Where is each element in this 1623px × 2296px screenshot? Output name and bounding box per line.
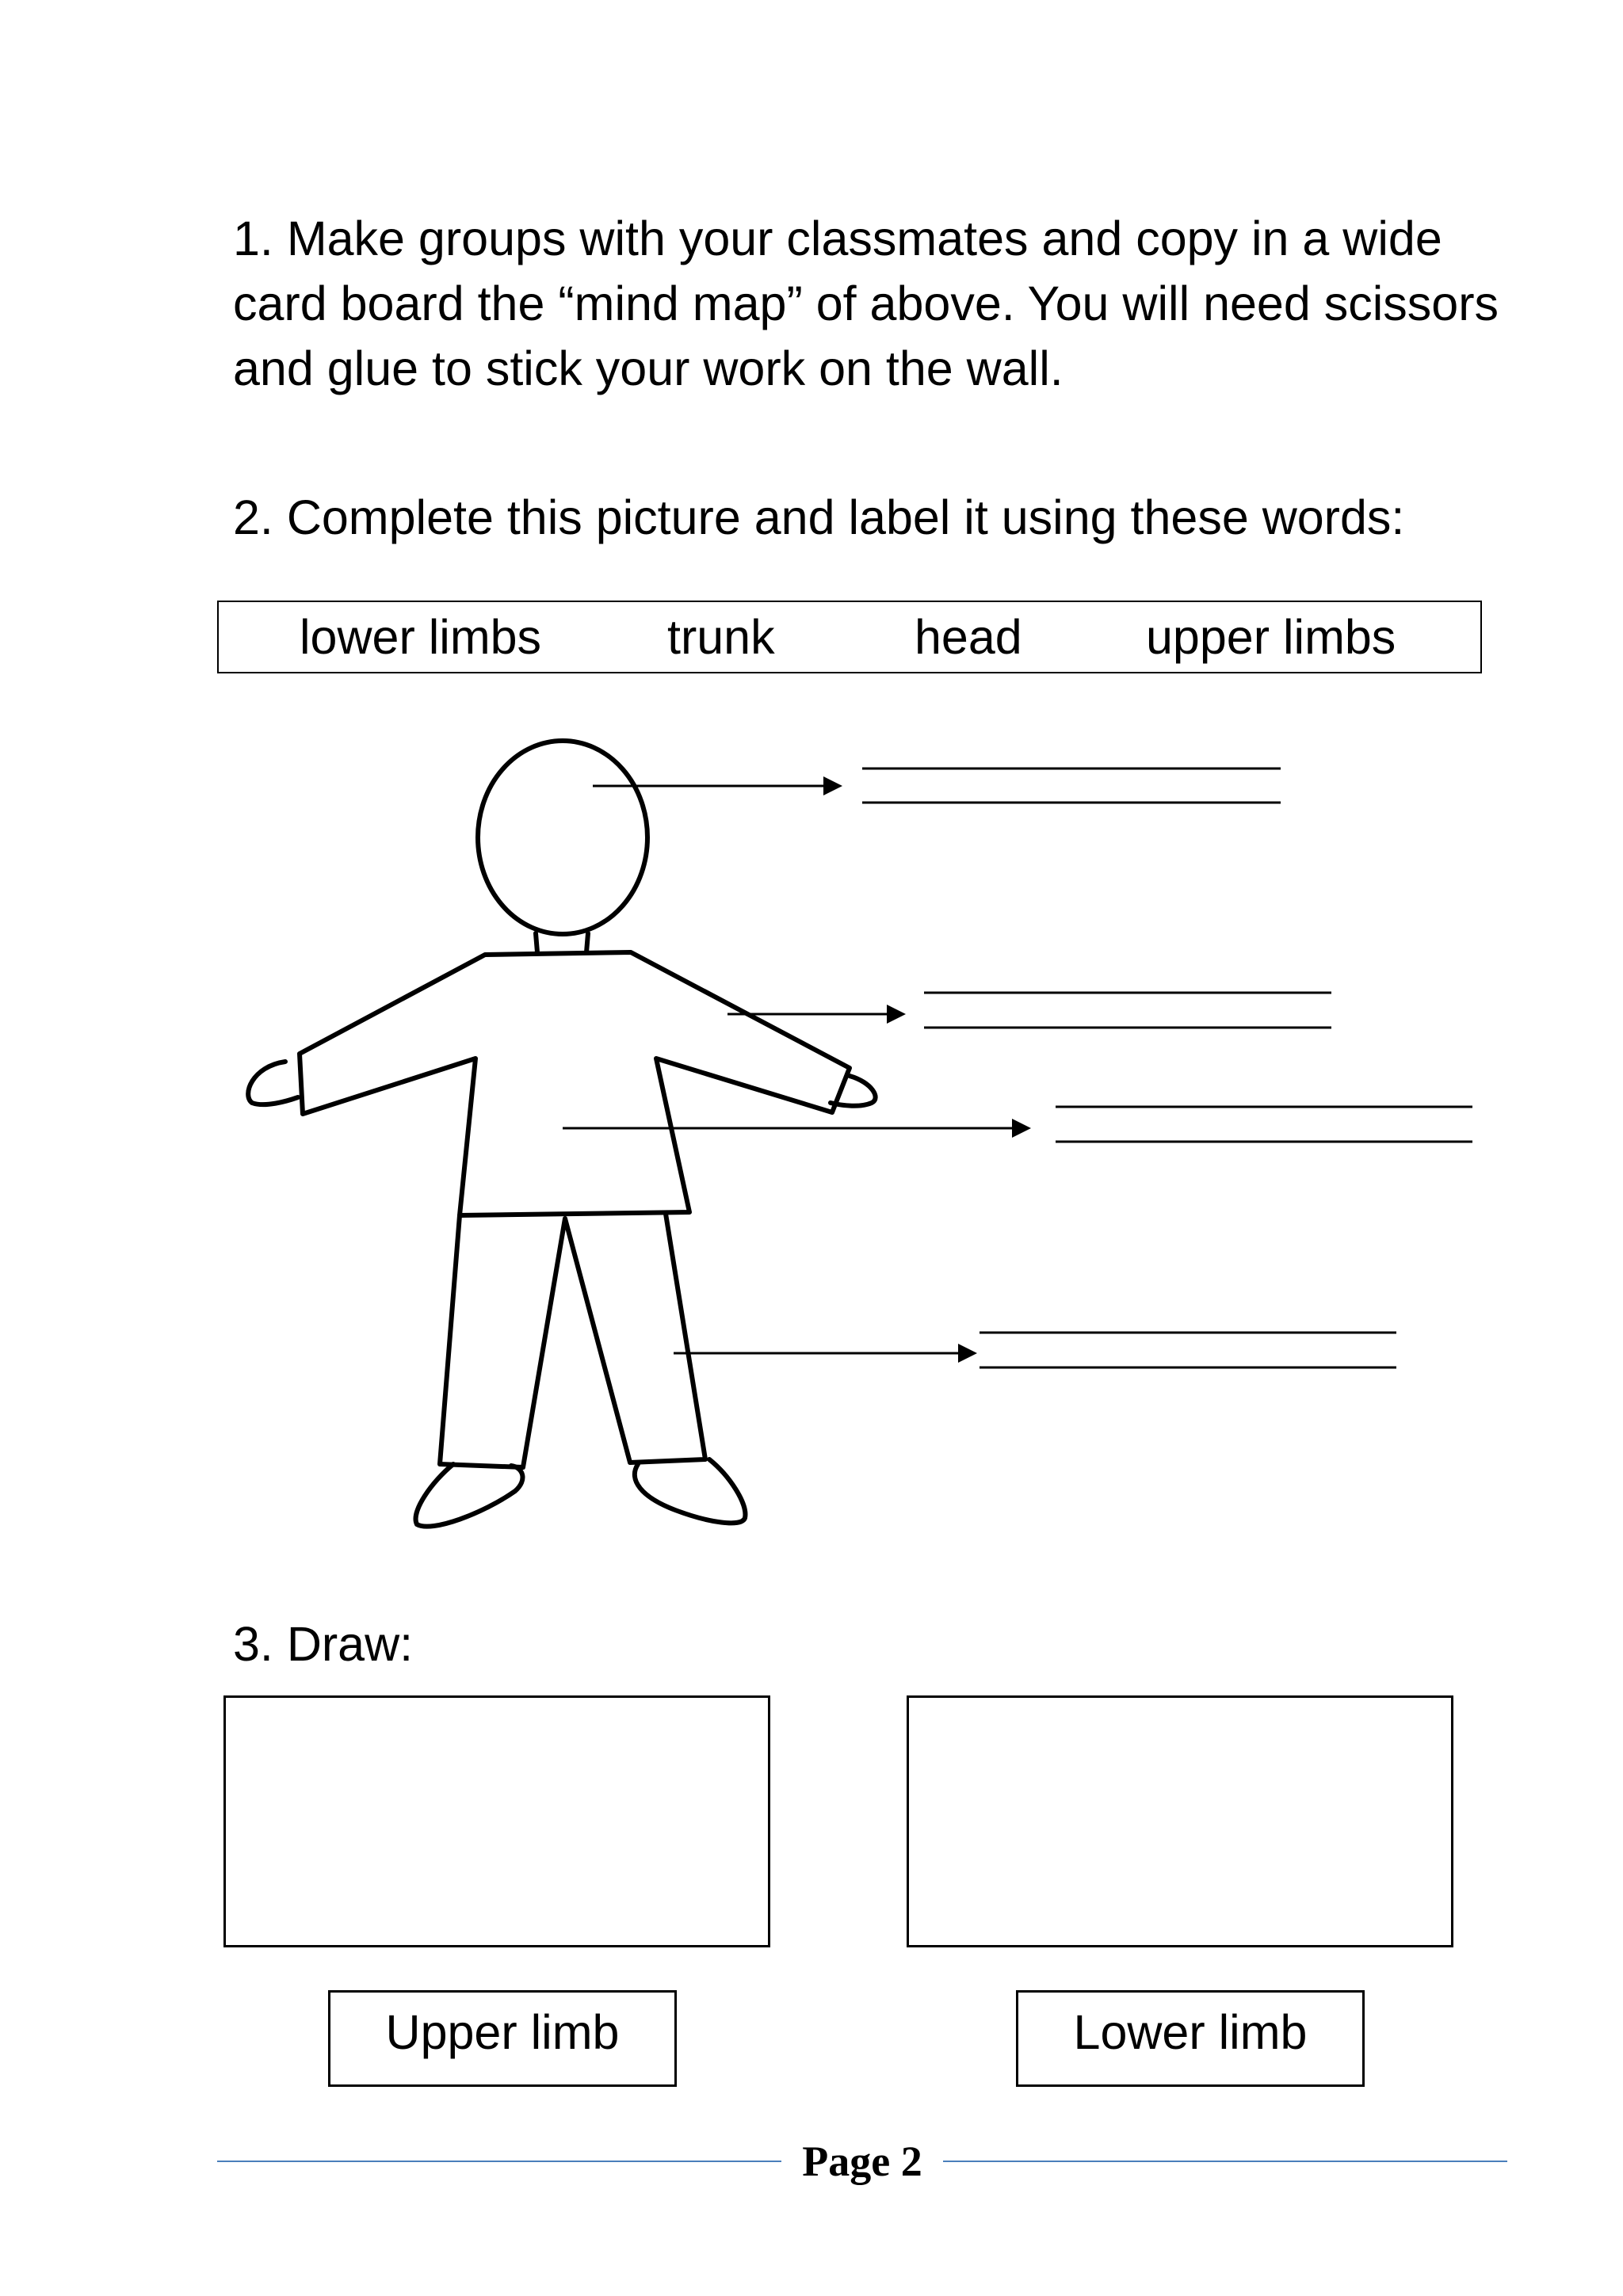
answer-lines <box>862 769 1472 1367</box>
figure-legs <box>440 1214 705 1467</box>
figure-left-foot <box>416 1464 523 1527</box>
word-bank-item: lower limbs <box>300 610 542 664</box>
footer-rule-left <box>217 2161 781 2162</box>
word-bank-item: upper limbs <box>1146 610 1396 664</box>
page-number: Page 2 <box>802 2138 922 2185</box>
word-bank-item: trunk <box>667 610 775 664</box>
label-arrows <box>563 786 1029 1353</box>
footer-rule-right <box>943 2161 1507 2162</box>
question-1-text: 1. Make groups with your classmates and copy in a wide card board the “mind map” of above. You will need scissors and glue to stick your work on the wall. <box>233 212 1499 395</box>
question-2-text: 2. Complete this picture and label it using these words: <box>233 490 1405 544</box>
question-3-text: 3. Draw: <box>233 1617 414 1671</box>
figure-head <box>478 741 647 934</box>
draw-box-upper-limb[interactable] <box>223 1695 770 1947</box>
figure-neck <box>536 933 588 952</box>
figure-torso-and-arms <box>300 952 850 1215</box>
figure-right-foot <box>635 1459 746 1523</box>
caption-lower-limb: Lower limb <box>1016 1990 1365 2087</box>
figure-right-hand <box>831 1076 876 1106</box>
figure-left-hand <box>248 1062 298 1104</box>
word-bank <box>217 601 1482 673</box>
word-bank-item: head <box>915 610 1022 664</box>
draw-box-lower-limb[interactable] <box>907 1695 1453 1947</box>
caption-upper-limb: Upper limb <box>328 1990 677 2087</box>
stick-figure-outline <box>248 741 875 1527</box>
